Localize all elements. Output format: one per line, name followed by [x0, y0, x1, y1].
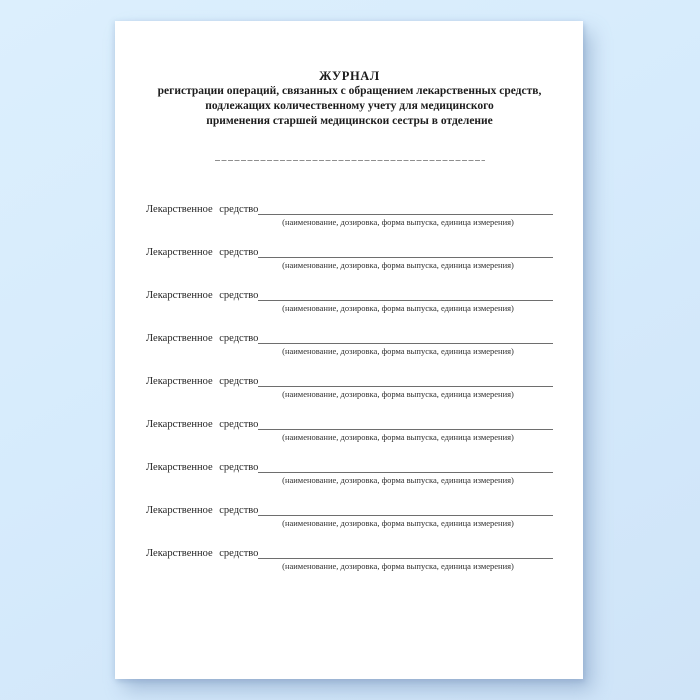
drug-entry-fill-row	[146, 246, 553, 259]
drug-field-caption: (наименование, дозировка, форма выпуска, единица измерения)	[282, 260, 514, 270]
drug-fill-line	[258, 214, 553, 215]
document-title: ЖУРНАЛ	[319, 69, 380, 83]
drug-field-label: Лекарственное средство	[146, 204, 259, 215]
drug-field-caption: (наименование, дозировка, форма выпуска, единица измерения)	[282, 389, 514, 399]
drug-field-label: Лекарственное средство	[146, 247, 259, 258]
drug-fill-line	[258, 257, 553, 258]
drug-entry-row	[146, 418, 553, 442]
drug-entry-row	[146, 246, 553, 270]
drug-entry-fill-row	[146, 504, 553, 517]
drug-field-caption: (наименование, дозировка, форма выпуска, единица измерения)	[282, 346, 514, 356]
drug-entry-fill-row	[146, 375, 553, 388]
drug-entry-row	[146, 289, 553, 313]
drug-field-label: Лекарственное средство	[146, 376, 259, 387]
drug-entry-fill-row	[146, 547, 553, 560]
drug-fill-line	[258, 300, 553, 301]
drug-field-label: Лекарственное средство	[146, 548, 259, 559]
drug-field-label: Лекарственное средство	[146, 462, 259, 473]
document-subtitle-line-2: подлежащих количественному учету для медицинского	[205, 100, 494, 112]
drug-entry-fill-row	[146, 332, 553, 345]
drug-entry-fill-row	[146, 461, 553, 474]
drug-field-caption: (наименование, дозировка, форма выпуска, единица измерения)	[282, 432, 514, 442]
drug-entry-row	[146, 504, 553, 528]
drug-entry-fill-row	[146, 203, 553, 216]
drug-fill-line	[258, 386, 553, 387]
drug-fill-line	[258, 558, 553, 559]
drug-entry-fill-row	[146, 418, 553, 431]
document-subtitle-line-1: регистрации операций, связанных с обращением лекарственных средств,	[157, 85, 542, 97]
document-subtitle-line-3: применения старшей медицинскои сестры в отделение	[206, 115, 493, 127]
drug-entry-row	[146, 203, 553, 227]
drug-fill-line	[258, 429, 553, 430]
drug-entry-row	[146, 547, 553, 571]
drug-entry-list	[146, 203, 553, 571]
drug-entry-row	[146, 332, 553, 356]
drug-fill-line	[258, 472, 553, 473]
drug-entry-row	[146, 375, 553, 399]
drug-field-caption: (наименование, дозировка, форма выпуска, единица измерения)	[282, 303, 514, 313]
drug-entry-row	[146, 461, 553, 485]
drug-field-caption: (наименование, дозировка, форма выпуска, единица измерения)	[282, 518, 514, 528]
drug-field-label: Лекарственное средство	[146, 333, 259, 344]
drug-fill-line	[258, 343, 553, 344]
drug-entry-fill-row	[146, 289, 553, 302]
document-page	[115, 21, 583, 679]
drug-field-caption: (наименование, дозировка, форма выпуска, единица измерения)	[282, 217, 514, 227]
drug-field-label: Лекарственное средство	[146, 505, 259, 516]
drug-field-caption: (наименование, дозировка, форма выпуска, единица измерения)	[282, 475, 514, 485]
document-header	[146, 69, 553, 129]
drug-field-caption: (наименование, дозировка, форма выпуска, единица измерения)	[282, 561, 514, 571]
department-blank-line	[215, 160, 485, 161]
drug-field-label: Лекарственное средство	[146, 290, 259, 301]
drug-fill-line	[258, 515, 553, 516]
drug-field-label: Лекарственное средство	[146, 419, 259, 430]
